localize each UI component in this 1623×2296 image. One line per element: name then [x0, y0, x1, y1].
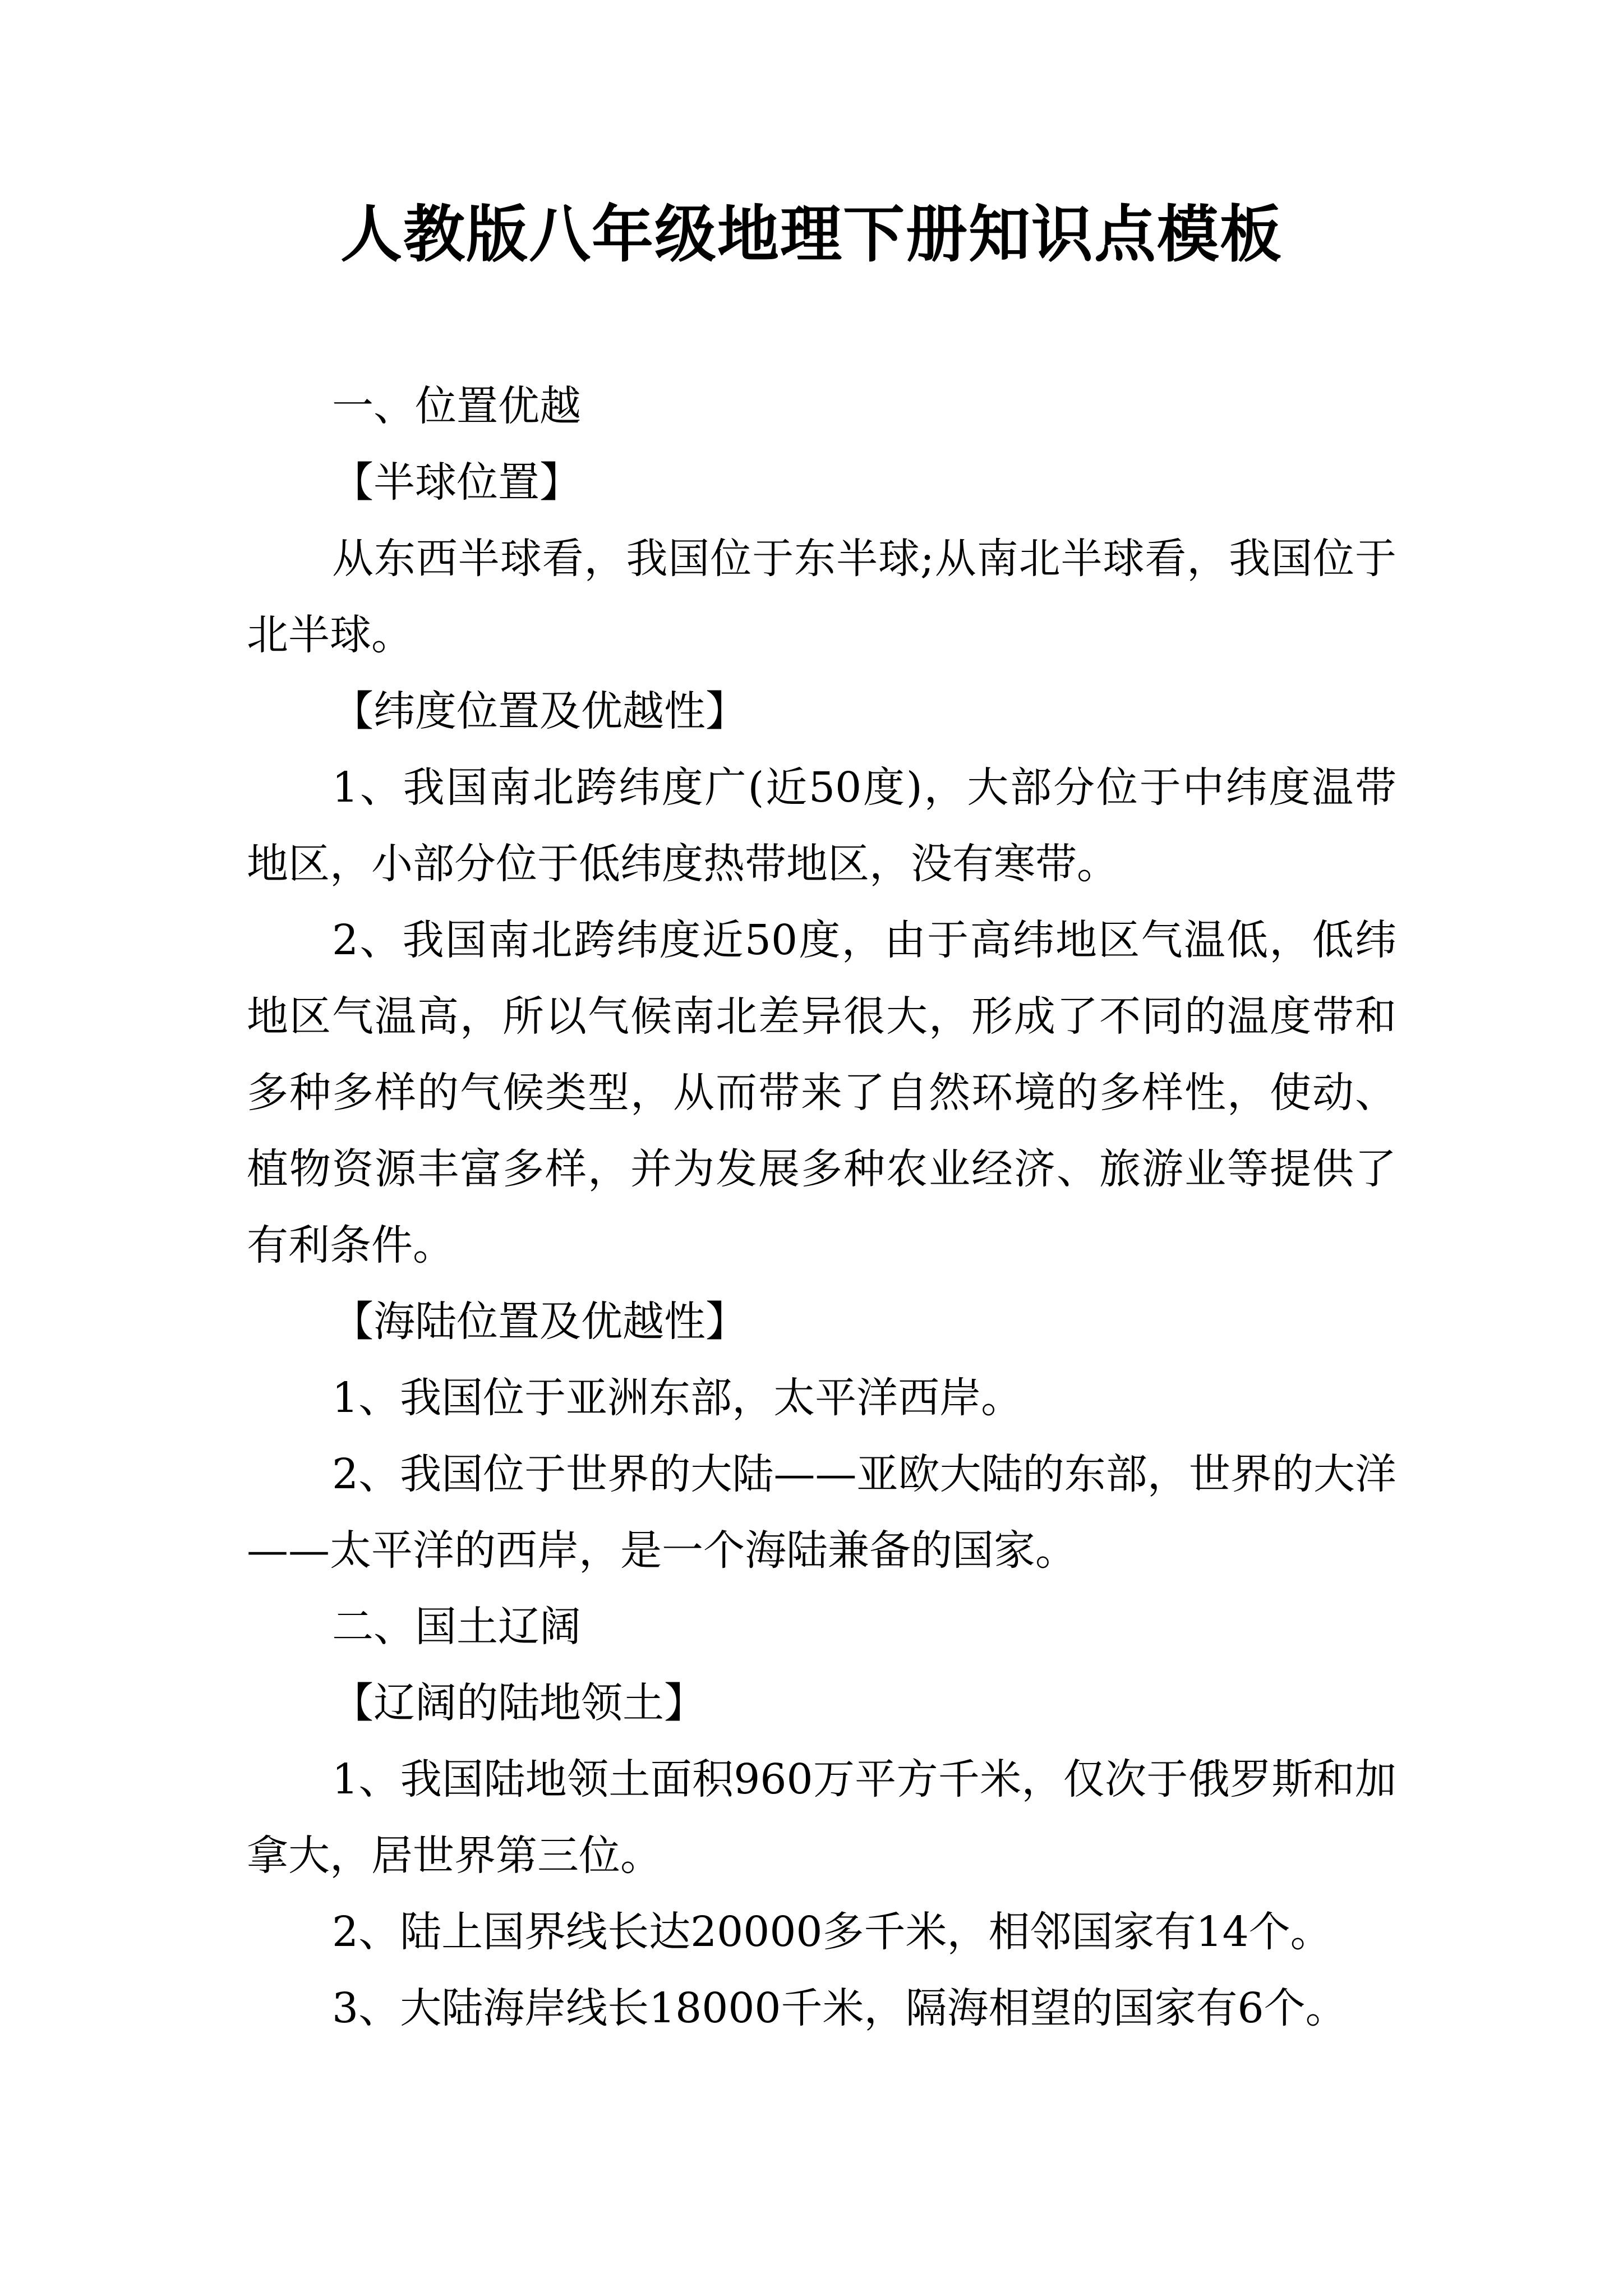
paragraph-sea-land-2: 2、我国位于世界的大陆——亚欧大陆的东部，世界的大洋——太平洋的西岸，是一个海陆兼备的国家。: [247, 1450, 1396, 1575]
paragraph-latitude-2: 2、我国南北跨纬度近50度，由于高纬地区气温低，低纬地区气温高，所以气候南北差异很大，形成了不同的温度带和多种多样的气候类型，从而带来了自然环境的多样性，使动、植物资源丰富多样，并为发展多种农业经济、旅游业等提供了有利条件。: [247, 916, 1396, 1269]
subheading-land-territory: 【辽阔的陆地领土】: [332, 1679, 706, 1727]
subheading-hemisphere: 【半球位置】: [332, 458, 581, 507]
paragraph-hemisphere: 从东西半球看，我国位于东半球;从南北半球看，我国位于北半球。: [247, 535, 1396, 659]
document-body: [247, 368, 1396, 2046]
paragraph-territory-2: 2、陆上国界线长达20000多千米，相邻国家有14个。: [332, 1908, 1332, 1956]
subheading-sea-land: 【海陆位置及优越性】: [332, 1297, 747, 1346]
section-heading-location: 一、位置优越: [332, 382, 581, 430]
section-heading-territory: 二、国土辽阔: [332, 1603, 581, 1651]
paragraph-latitude-1: 1、我国南北跨纬度广(近50度)，大部分位于中纬度温带地区，小部分位于低纬度热带地区，没有寒带。: [247, 763, 1396, 888]
paragraph-sea-land-1: 1、我国位于亚洲东部，太平洋西岸。: [332, 1374, 1023, 1422]
subheading-latitude: 【纬度位置及优越性】: [332, 687, 747, 735]
paragraph-territory-3: 3、大陆海岸线长18000千米，隔海相望的国家有6个。: [332, 1984, 1347, 2032]
document-title: 人教版八年级地理下册知识点模板: [340, 199, 1283, 270]
paragraph-territory-1: 1、我国陆地领土面积960万平方千米，仅次于俄罗斯和加拿大，居世界第三位。: [247, 1755, 1396, 1880]
